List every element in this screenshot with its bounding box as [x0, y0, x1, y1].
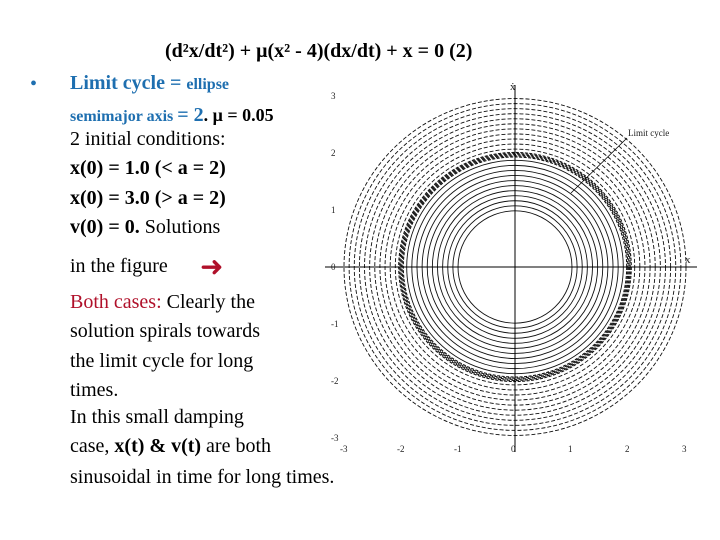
- x0-large-line: x(0) = 3.0 (> a = 2): [70, 187, 226, 209]
- semimajor-mu: . μ = 0.05: [203, 105, 274, 125]
- semimajor-prefix: semimajor axis: [70, 108, 178, 125]
- semimajor-value: = 2: [177, 104, 204, 126]
- case-line: [70, 435, 271, 458]
- x0-small-line: x(0) = 1.0 (< a = 2): [70, 157, 226, 179]
- v0-line: [70, 216, 220, 239]
- y-tick-label: 1: [331, 205, 336, 215]
- v0-rest: Solutions: [139, 216, 221, 238]
- y-tick-label: -3: [331, 433, 339, 443]
- figure-line: in the figure: [70, 255, 168, 277]
- y-tick-label: -2: [331, 376, 339, 386]
- annotation-leader-line: [571, 138, 627, 193]
- x-tick-label: 2: [625, 444, 630, 454]
- y-tick-label: 0: [331, 262, 336, 272]
- paragraph-line-3: times.: [70, 379, 119, 401]
- phase-plane-figure: [325, 80, 700, 470]
- case-bold: x(t) & v(t): [114, 435, 202, 457]
- paragraph-line-2: the limit cycle for long: [70, 350, 254, 372]
- y-tick-label: -1: [331, 319, 339, 329]
- equation: (d²x/dt²) + μ(x² - 4)(dx/dt) + x = 0 (2): [165, 40, 473, 62]
- paragraph-line-4: In this small damping: [70, 406, 244, 428]
- case-prefix: case,: [70, 435, 115, 457]
- both-cases-line: [70, 291, 255, 314]
- bullet-limit-cycle: [70, 72, 229, 95]
- both-cases-label: Both cases:: [70, 291, 162, 313]
- limit-cycle-annotation: Limit cycle: [628, 128, 670, 138]
- x-tick-label: 1: [568, 444, 573, 454]
- x-tick-label: -2: [397, 444, 405, 454]
- x-tick-label: -3: [340, 444, 348, 454]
- y-tick-label: 2: [331, 148, 336, 158]
- bullet-marker: •: [30, 73, 38, 95]
- bullet-lead: Limit cycle =: [70, 72, 187, 94]
- paragraph-line-1: solution spirals towards: [70, 320, 260, 342]
- x-tick-label: 3: [682, 444, 687, 454]
- x-tick-labels: [340, 444, 687, 454]
- x-tick-label: -1: [454, 444, 462, 454]
- y-tick-label: 3: [331, 91, 336, 101]
- y-axis-label: ẋ: [510, 81, 516, 93]
- x-tick-label: 0: [511, 444, 516, 454]
- bullet-lead-ellipse: ellipse: [186, 76, 230, 93]
- initial-conditions-line: 2 initial conditions:: [70, 128, 226, 150]
- both-cases-rest: Clearly the: [161, 291, 255, 313]
- right-arrow-icon: ➜: [200, 250, 224, 283]
- case-rest: are both: [201, 435, 272, 457]
- x-axis-label: x: [685, 254, 691, 266]
- last-line: sinusoidal in time for long times.: [70, 466, 335, 488]
- v0-bold: v(0) = 0.: [70, 216, 140, 238]
- semimajor-line: [70, 104, 274, 127]
